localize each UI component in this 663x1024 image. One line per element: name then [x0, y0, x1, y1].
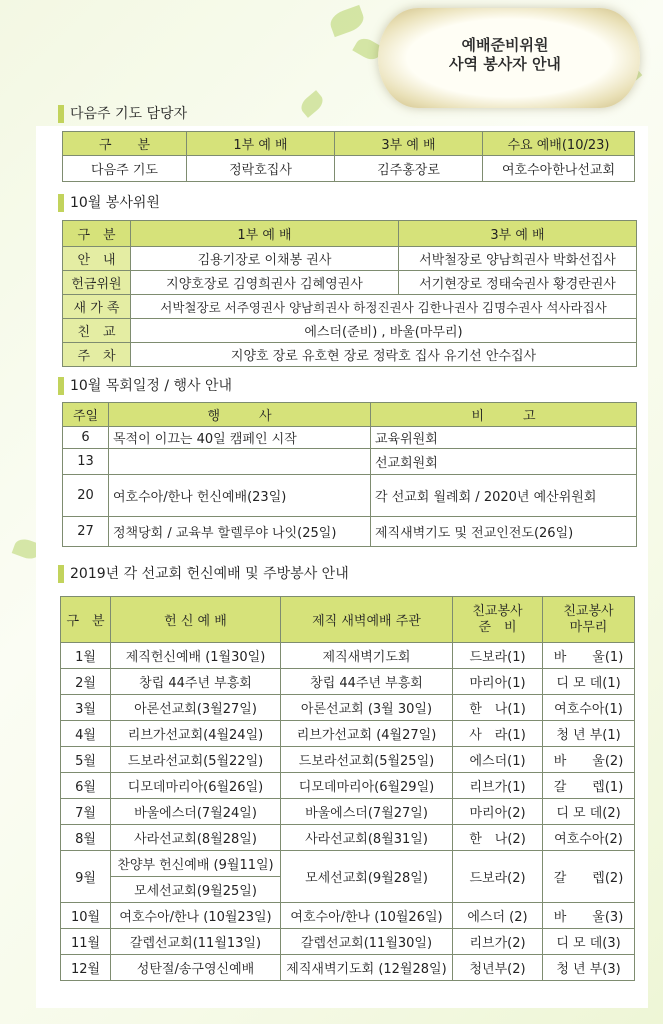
schedule-event: 여호수아/한나 헌신예배(23일): [109, 475, 371, 517]
annual-worship: 여호수아/한나 (10월23일): [111, 903, 281, 929]
schedule-week: 20: [63, 475, 109, 517]
october-cell: 지양호장로 김영희권사 김혜영권사: [131, 271, 399, 295]
october-row-label: 친 교: [63, 319, 131, 343]
annual-finish: 바 울(1): [543, 643, 635, 669]
schedule-header-note: 비 고: [371, 403, 637, 427]
annual-worship: 리브가선교회(4월24일): [111, 721, 281, 747]
schedule-event: 목적이 이끄는 40일 캠페인 시작: [109, 427, 371, 449]
annual-month: 10월: [61, 903, 111, 929]
annual-month: 11월: [61, 929, 111, 955]
annual-dawn: 디모데마리아(6월29일): [281, 773, 453, 799]
annual-header-category: 구 분: [61, 597, 111, 643]
annual-finish: 디 모 데(3): [543, 929, 635, 955]
annual-prep: 드보라(1): [453, 643, 543, 669]
annual-dawn: 갈렙선교회(11월30일): [281, 929, 453, 955]
october-header-category: 구 분: [63, 221, 131, 247]
annual-worship: 디모데마리아(6월26일): [111, 773, 281, 799]
annual-prep: 청년부(2): [453, 955, 543, 981]
annual-dawn: 제직새벽기도회: [281, 643, 453, 669]
annual-worship: 드보라선교회(5월22일): [111, 747, 281, 773]
annual-dawn: 아론선교회 (3월 30일): [281, 695, 453, 721]
annual-finish: 바 울(2): [543, 747, 635, 773]
prayer-cell: 다음주 기도: [63, 156, 187, 182]
prayer-header-wednesday: 수요 예배(10/23): [483, 132, 635, 156]
annual-worship: 모세선교회(9월25일): [111, 877, 281, 903]
october-cell: 서박철장로 양남희권사 박화선집사: [399, 247, 637, 271]
schedule-event: [109, 449, 371, 475]
annual-month: 8월: [61, 825, 111, 851]
annual-worship: 창립 44주년 부흥회: [111, 669, 281, 695]
annual-dawn: 리브가선교회 (4월27일): [281, 721, 453, 747]
schedule-week: 6: [63, 427, 109, 449]
october-cell-full: 지양호 장로 유호현 장로 정락호 집사 유기선 안수집사: [131, 343, 637, 367]
annual-finish: 갈 렙(2): [543, 851, 635, 903]
october-row-label: 헌금위원: [63, 271, 131, 295]
title-line-2: 사역 봉사자 안내: [449, 55, 561, 73]
annual-header-dawn: 제직 새벽예배 주관: [281, 597, 453, 643]
schedule-note: 교육위원회: [371, 427, 637, 449]
annual-header-worship: 헌 신 예 배: [111, 597, 281, 643]
section-title-prayer: 다음주 기도 담당자: [58, 102, 187, 126]
prayer-header-category: 구 분: [63, 132, 187, 156]
annual-month: 5월: [61, 747, 111, 773]
october-cell-full: 에스더(준비) , 바울(마무리): [131, 319, 637, 343]
schedule-note: 제직새벽기도 및 전교인전도(26일): [371, 517, 637, 547]
annual-dawn: 바울에스더(7월27일): [281, 799, 453, 825]
title-line-1: 예배준비위원: [461, 36, 549, 54]
october-cell: 서기현장로 정태숙권사 황경란권사: [399, 271, 637, 295]
page-title: [400, 36, 610, 74]
annual-month: 9월: [61, 851, 111, 903]
annual-finish: 디 모 데(1): [543, 669, 635, 695]
annual-finish: 청 년 부(1): [543, 721, 635, 747]
annual-prep: 한 나(2): [453, 825, 543, 851]
annual-prep: 에스더 (2): [453, 903, 543, 929]
october-row-label: 새 가 족: [63, 295, 131, 319]
annual-finish: 디 모 데(2): [543, 799, 635, 825]
annual-header-prep: 친교봉사 준 비: [453, 597, 543, 643]
annual-worship: 제직헌신예배 (1월30일): [111, 643, 281, 669]
annual-dawn: 모세선교회(9월28일): [281, 851, 453, 903]
annual-worship: 사라선교회(8월28일): [111, 825, 281, 851]
prayer-cell: 여호수아한나선교회: [483, 156, 635, 182]
annual-dawn: 제직새벽기도회 (12월28일): [281, 955, 453, 981]
october-row-label: 안 내: [63, 247, 131, 271]
annual-month: 6월: [61, 773, 111, 799]
annual-finish: 청 년 부(3): [543, 955, 635, 981]
annual-prep: 사 라(1): [453, 721, 543, 747]
annual-month: 4월: [61, 721, 111, 747]
annual-finish: 여호수아(2): [543, 825, 635, 851]
leaf-decoration: [298, 90, 327, 118]
annual-prep: 리브가(2): [453, 929, 543, 955]
annual-prep: 에스더(1): [453, 747, 543, 773]
october-cell-full: 서박철장로 서주영권사 양남희권사 하정진권사 김한나권사 김명수권사 석사라집사: [131, 295, 637, 319]
prayer-cell: 김주홍장로: [335, 156, 483, 182]
prayer-header-third: 3부 예 배: [335, 132, 483, 156]
annual-month: 1월: [61, 643, 111, 669]
schedule-event: 정책당회 / 교육부 할렐루야 나잇(25일): [109, 517, 371, 547]
annual-prep: 한 나(1): [453, 695, 543, 721]
section-title-october: 10월 봉사위원: [58, 191, 160, 215]
annual-finish: 여호수아(1): [543, 695, 635, 721]
schedule-week: 27: [63, 517, 109, 547]
annual-dawn: 여호수아/한나 (10월26일): [281, 903, 453, 929]
prayer-cell: 정락호집사: [187, 156, 335, 182]
schedule-header-week: 주일: [63, 403, 109, 427]
schedule-note: 각 선교회 월례회 / 2020년 예산위원회: [371, 475, 637, 517]
annual-prep: 마리아(1): [453, 669, 543, 695]
leaf-decoration: [327, 5, 366, 37]
annual-month: 2월: [61, 669, 111, 695]
annual-worship: 바울에스더(7월24일): [111, 799, 281, 825]
annual-dawn: 사라선교회(8월31일): [281, 825, 453, 851]
annual-worship: 갈렙선교회(11월13일): [111, 929, 281, 955]
annual-prep: 드보라(2): [453, 851, 543, 903]
annual-header-finish: 친교봉사 마무리: [543, 597, 635, 643]
october-header-third: 3부 예 배: [399, 221, 637, 247]
annual-finish: 갈 렙(1): [543, 773, 635, 799]
annual-finish: 바 울(3): [543, 903, 635, 929]
annual-month: 7월: [61, 799, 111, 825]
prayer-header-first: 1부 예 배: [187, 132, 335, 156]
section-title-annual: 2019년 각 선교회 헌신예배 및 주방봉사 안내: [58, 562, 349, 586]
schedule-table: [62, 402, 637, 547]
annual-month: 12월: [61, 955, 111, 981]
october-header-first: 1부 예 배: [131, 221, 399, 247]
october-cell: 김용기장로 이채봉 권사: [131, 247, 399, 271]
prayer-table: [62, 131, 635, 182]
annual-worship: 아론선교회(3월27일): [111, 695, 281, 721]
section-title-schedule: 10월 목회일정 / 행사 안내: [58, 374, 232, 398]
october-service-table: [62, 220, 637, 367]
annual-month: 3월: [61, 695, 111, 721]
schedule-note: 선교회원회: [371, 449, 637, 475]
annual-worship: 찬양부 헌신예배 (9월11일): [111, 851, 281, 877]
annual-table: [60, 596, 635, 981]
october-row-label: 주 차: [63, 343, 131, 367]
schedule-week: 13: [63, 449, 109, 475]
annual-dawn: 창립 44주년 부흥회: [281, 669, 453, 695]
annual-prep: 마리아(2): [453, 799, 543, 825]
annual-prep: 리브가(1): [453, 773, 543, 799]
annual-worship: 성탄절/송구영신예배: [111, 955, 281, 981]
annual-dawn: 드보라선교회(5월25일): [281, 747, 453, 773]
schedule-header-event: 행 사: [109, 403, 371, 427]
